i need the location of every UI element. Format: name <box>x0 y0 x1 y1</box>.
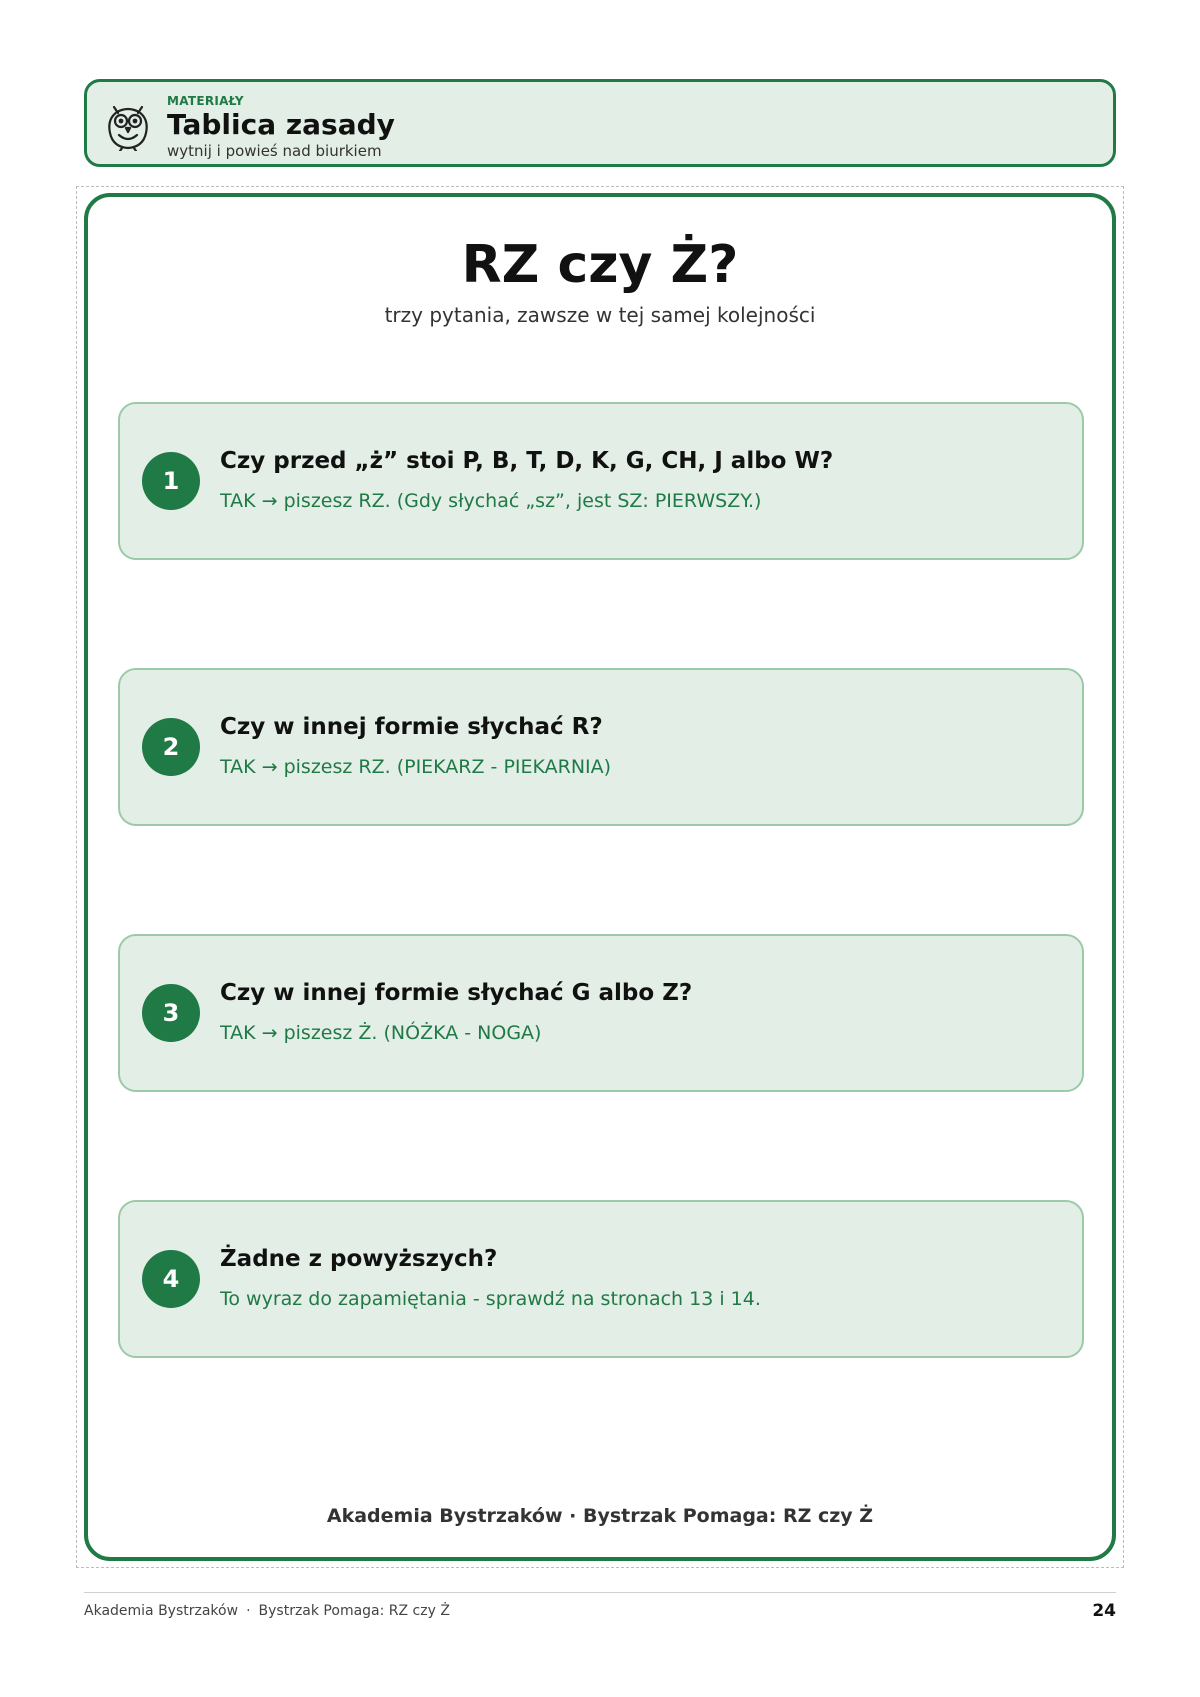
section-label: MATERIAŁY <box>167 94 244 108</box>
page-number: 24 <box>1092 1601 1116 1621</box>
rule-answer: TAK → piszesz RZ. (PIEKARZ - PIEKARNIA) <box>220 756 612 778</box>
rule-number-badge: 3 <box>142 984 200 1042</box>
rule-card-3 <box>118 934 1084 1092</box>
footer-book-title: Bystrzak Pomaga: RZ czy Ż <box>258 1603 450 1619</box>
header-subtitle: wytnij i powieś nad biurkiem <box>167 142 382 160</box>
footer-publisher: Akademia Bystrzaków <box>84 1603 239 1619</box>
rule-question: Żadne z powyższych? <box>220 1246 498 1272</box>
rule-number-badge: 4 <box>142 1250 200 1308</box>
rule-card-4 <box>118 1200 1084 1358</box>
poster-subtitle: trzy pytania, zawsze w tej samej kolejności <box>384 303 816 327</box>
rule-card-2 <box>118 668 1084 826</box>
materials-header <box>84 79 1116 167</box>
rule-poster <box>84 193 1116 1561</box>
rule-question: Czy przed „ż” stoi P, B, T, D, K, G, CH, J albo W? <box>220 448 834 474</box>
rule-answer: TAK → piszesz Ż. (NÓŻKA - NOGA) <box>220 1022 542 1044</box>
rule-question: Czy w innej formie słychać R? <box>220 714 603 740</box>
rule-question: Czy w innej formie słychać G albo Z? <box>220 980 693 1006</box>
owl-icon <box>105 97 151 151</box>
poster-title: RZ czy Ż? <box>461 235 739 295</box>
footer-divider <box>84 1592 1116 1593</box>
rule-answer: TAK → piszesz RZ. (Gdy słychać „sz”, jest SZ: PIERWSZY.) <box>220 490 762 512</box>
header-title: Tablica zasady <box>167 108 395 141</box>
page-footer <box>84 1603 450 1619</box>
rule-answer: To wyraz do zapamiętania - sprawdź na stronach 13 i 14. <box>220 1288 761 1310</box>
rule-number-badge: 1 <box>142 452 200 510</box>
poster-footer: Akademia Bystrzaków · Bystrzak Pomaga: RZ czy Ż <box>326 1505 874 1527</box>
footer-separator: · <box>246 1603 251 1619</box>
rule-number-badge: 2 <box>142 718 200 776</box>
rule-card-1 <box>118 402 1084 560</box>
